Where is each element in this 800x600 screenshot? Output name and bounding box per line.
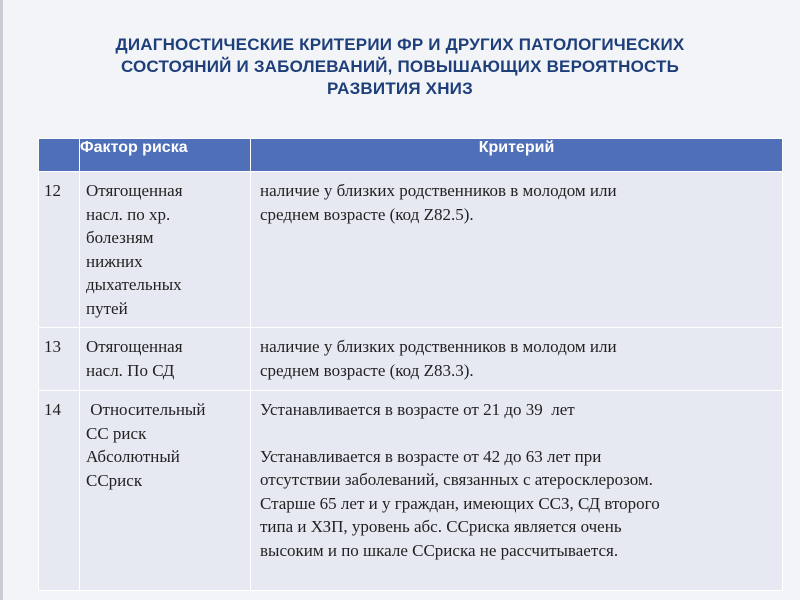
risk-factor-line: Отягощенная xyxy=(86,181,183,200)
risk-factor-line: путей xyxy=(86,298,128,318)
table-row xyxy=(39,391,783,591)
criterion-line: наличие у близких родственников в молодом или xyxy=(260,337,617,356)
criterion-line: Устанавливается в возрасте от 42 до 63 лет при xyxy=(260,446,602,466)
table-row xyxy=(39,172,783,328)
page-edge xyxy=(0,0,3,600)
row-number: 13 xyxy=(39,328,80,391)
risk-factor-line: дыхательных xyxy=(86,275,182,294)
risk-factor-line: насл. По СД xyxy=(86,360,175,380)
slide-title xyxy=(40,34,760,100)
header-number xyxy=(39,139,80,172)
risk-factor-line: Относительный xyxy=(86,400,206,419)
criterion-cell xyxy=(251,172,783,328)
risk-factor-cell xyxy=(80,172,251,328)
risk-factor-line: Отягощенная xyxy=(86,337,183,356)
risk-factor-cell xyxy=(80,328,251,391)
row-number: 12 xyxy=(39,172,80,328)
table-row xyxy=(39,328,783,391)
criteria-table xyxy=(38,138,783,591)
criterion-line: среднем возрасте (код Z83.3). xyxy=(260,360,474,380)
risk-factor-line: насл. по хр. xyxy=(86,204,171,224)
risk-factor-line: болезням xyxy=(86,228,154,247)
criterion-line: Старше 65 лет и у граждан, имеющих ССЗ, СД второго xyxy=(260,493,660,513)
risk-factor-cell xyxy=(80,391,251,591)
criterion-line: отсутствии заболеваний, связанных с атеросклерозом. xyxy=(260,470,653,489)
title-line-2: СОСТОЯНИЙ И ЗАБОЛЕВАНИЙ, ПОВЫШАЮЩИХ ВЕРОЯТНОСТЬ xyxy=(120,57,680,76)
header-criterion: Критерий xyxy=(251,139,783,172)
criterion-line: типа и ХЗП, уровень абс. ССриска является очень xyxy=(260,517,622,536)
criterion-line: высоким и по шкале ССриска не рассчитывается. xyxy=(260,540,619,560)
risk-factor-line: ССриск xyxy=(86,470,143,490)
title-line-3: РАЗВИТИЯ ХНИЗ xyxy=(327,79,473,98)
criterion-cell xyxy=(251,391,783,591)
risk-factor-line: СС риск xyxy=(86,423,147,443)
table-header-row xyxy=(39,139,783,172)
title-line-1: ДИАГНОСТИЧЕСКИЕ КРИТЕРИИ ФР И ДРУГИХ ПАТОЛОГИЧЕСКИХ xyxy=(115,35,685,54)
risk-factor-line: нижних xyxy=(86,251,143,271)
criterion-line: наличие у близких родственников в молодом или xyxy=(260,181,617,200)
row-number: 14 xyxy=(39,391,80,591)
header-risk-factor: Фактор риска xyxy=(80,139,251,172)
risk-factor-line: Абсолютный xyxy=(86,447,180,466)
criterion-line: среднем возрасте (код Z82.5). xyxy=(260,204,474,224)
criterion-line: Устанавливается в возрасте от 21 до 39 лет xyxy=(260,400,575,419)
criterion-cell xyxy=(251,328,783,391)
paragraph-gap xyxy=(260,422,776,445)
